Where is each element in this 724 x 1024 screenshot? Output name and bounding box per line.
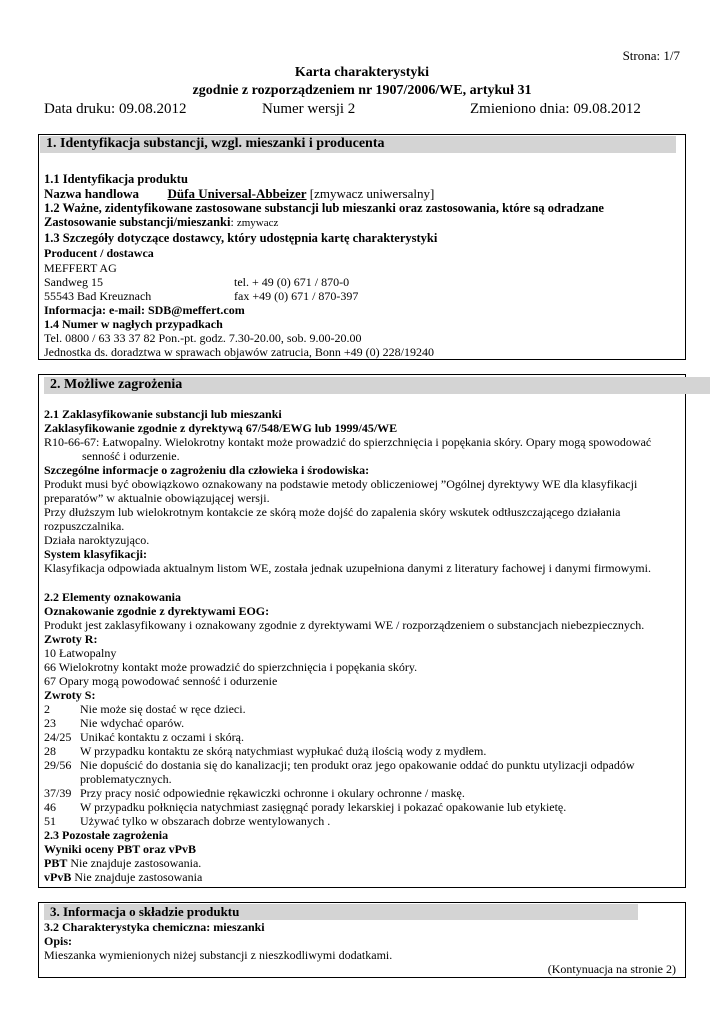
info-email: Informacja: e-mail: SDB@meffert.com bbox=[44, 303, 245, 317]
relevant-uses-label: 1.2 Ważne, zidentyfikowane zastosowane substancji lub mieszanki oraz zastosowania, które są odradzane bbox=[44, 201, 604, 215]
s-text: W przypadku połknięcia natychmiast zasięgnąć porady lekarskiej i pokazać opakowanie lub etykietę. bbox=[80, 800, 567, 814]
s-code: 23 bbox=[44, 716, 56, 730]
s-text: Nie dopuścić do dostania się do kanalizacji; ten produkt oraz jego opakowanie oddać do punktu utylizacji odpadów bbox=[80, 758, 635, 772]
s-text: Nie może się dostać w ręce dzieci. bbox=[80, 702, 246, 716]
eog-label: Oznakowanie zgodnie z dyrektywami EOG: bbox=[44, 604, 270, 618]
pbt-assessment-label: Wyniki oceny PBT oraz vPvB bbox=[44, 842, 197, 856]
s-phrase bbox=[44, 772, 172, 786]
special-info-1: Produkt musi być obowiązkowo oznakowany na podstawie metody obliczeniowej ”Ogólnej dyrektywy WE dla klasyfikacji bbox=[44, 477, 638, 491]
product-identification-label: 1.1 Identyfikacja produktu bbox=[44, 172, 188, 186]
version-number: Numer wersji 2 bbox=[262, 101, 356, 117]
pbt-line bbox=[44, 856, 201, 870]
s-text: Nie wdychać oparów. bbox=[80, 716, 185, 730]
special-info-3: Przy dłuższym lub wielokrotnym kontakcie ze skórą może dojść do zapalenia skóry wskutek odtłuszczającego działania bbox=[44, 505, 621, 519]
other-hazards-label: 2.3 Pozostałe zagrożenia bbox=[44, 828, 169, 842]
use-label: Zastosowanie substancji/mieszanki bbox=[44, 215, 231, 229]
s-phrase bbox=[44, 800, 566, 814]
pbt-text: Nie znajduje zastosowania. bbox=[70, 856, 202, 870]
eog-text: Produkt jest zaklasyfikowany i oznakowany zgodnie z dyrektywami WE / rozporządzeniem o substancjach niebezpiecznych. bbox=[44, 618, 645, 632]
company-tel: tel. + 49 (0) 671 / 870-0 bbox=[234, 275, 350, 289]
company-city: 55543 Bad Kreuznach bbox=[44, 289, 152, 303]
s-phrase bbox=[44, 730, 244, 744]
vpvb-line bbox=[44, 870, 202, 884]
s-phrase bbox=[44, 716, 184, 730]
page-number: Strona: 1/7 bbox=[622, 48, 680, 63]
vpvb-label: vPvB bbox=[44, 870, 72, 884]
s-phrase bbox=[44, 702, 246, 716]
section-1-heading: 1. Identyfikacja substancji, wzgl. mieszanki i producenta bbox=[40, 136, 676, 153]
r-phrase: 10 Łatwopalny bbox=[44, 646, 117, 660]
company-fax: fax +49 (0) 671 / 870-397 bbox=[234, 289, 359, 303]
section-3-heading: 3. Informacja o składzie produktu bbox=[44, 904, 638, 920]
changed-date: Zmieniono dnia: 09.08.2012 bbox=[470, 101, 641, 117]
s-phrase bbox=[44, 758, 635, 772]
use-value: zmywacz bbox=[236, 217, 279, 229]
s-code: 37/39 bbox=[44, 786, 72, 800]
chemical-characterization: 3.2 Charakterystyka chemiczna: mieszanki bbox=[44, 920, 265, 934]
s-text: Przy pracy nosić odpowiednie rękawiczki ochronne i okulary ochronne / maskę. bbox=[80, 786, 465, 800]
r-phrases-line-1: R10-66-67: Łatwopalny. Wielokrotny kontakt może prowadzić do spierzchnięcia i popękania skóry. Opary mogą spowodować bbox=[44, 435, 652, 449]
emergency-label: 1.4 Numer w nagłych przypadkach bbox=[44, 317, 223, 331]
s-phrase bbox=[44, 744, 486, 758]
s-code: 28 bbox=[44, 744, 56, 758]
description-label: Opis: bbox=[44, 934, 73, 948]
document-title: Karta charakterystyki bbox=[294, 65, 430, 80]
s-label: Zwroty S: bbox=[44, 688, 96, 702]
special-info-2: preparatów” w aktualnie obowiązującej wersji. bbox=[44, 491, 270, 505]
trade-name-line bbox=[44, 186, 434, 201]
supplier-details-label: 1.3 Szczegóły dotyczące dostawcy, który udostępnia kartę charakterystyki bbox=[44, 231, 438, 245]
document-subtitle: zgodnie z rozporządzeniem nr 1907/2006/WE, artykuł 31 bbox=[192, 83, 532, 98]
classification-directive: Zaklasyfikowanie zgodnie z dyrektywą 67/548/EWG lub 1999/45/WE bbox=[44, 421, 398, 435]
s-code: 2 bbox=[44, 702, 50, 716]
system-text: Klasyfikacja odpowiada aktualnym listom WE, została jednak uzupełniona danymi z literatury fachowej i danymi firmowymi. bbox=[44, 561, 651, 575]
special-info-label: Szczególne informacje o zagrożeniu dla człowieka i środowiska: bbox=[44, 463, 370, 477]
advisory-line: Jednostka ds. doradztwa w sprawach objawów zatrucia, Bonn +49 (0) 228/19240 bbox=[44, 345, 435, 359]
vpvb-text: Nie znajduje zastosowania bbox=[74, 870, 203, 884]
r-phrases-line-2: senność i odurzenie. bbox=[82, 449, 180, 463]
r-phrase: 67 Opary mogą powodować senność i odurzenie bbox=[44, 674, 278, 688]
s-text: W przypadku kontaktu ze skórą natychmiast wypłukać dużą ilością wody z mydłem. bbox=[80, 744, 487, 758]
s-code: 46 bbox=[44, 800, 56, 814]
continuation-note: (Kontynuacja na stronie 2) bbox=[547, 962, 676, 976]
s-text: Używać tylko w obszarach dobrze wentylowanych . bbox=[80, 814, 331, 828]
print-date: Data druku: 09.08.2012 bbox=[44, 101, 187, 117]
classification-label: 2.1 Zaklasyfikowanie substancji lub mieszanki bbox=[44, 407, 282, 421]
s-code: 51 bbox=[44, 814, 56, 828]
emergency-tel: Tel. 0800 / 63 33 37 82 Pon.-pt. godz. 7.30-20.00, sob. 9.00-20.00 bbox=[44, 331, 362, 345]
use-colon: : bbox=[230, 215, 234, 229]
s-code: 24/25 bbox=[44, 730, 72, 744]
company-name: MEFFERT AG bbox=[44, 261, 117, 275]
company-street: Sandweg 15 bbox=[44, 275, 103, 289]
s-phrase bbox=[44, 786, 465, 800]
description-text: Mieszanka wymienionych niżej substancji z nieszkodliwymi dodatkami. bbox=[44, 948, 393, 962]
label-elements-label: 2.2 Elementy oznakowania bbox=[44, 590, 182, 604]
trade-name: Düfa Universal-Abbeizer bbox=[167, 186, 307, 201]
pbt-label: PBT bbox=[44, 856, 68, 870]
system-label: System klasyfikacji: bbox=[44, 547, 147, 561]
producer-label: Producent / dostawca bbox=[44, 246, 154, 260]
special-info-5: Działa naroktyzująco. bbox=[44, 533, 150, 547]
r-phrase: 66 Wielokrotny kontakt może prowadzić do spierzchnięcia i popękania skóry. bbox=[44, 660, 418, 674]
section-2-heading: 2. Możliwe zagrożenia bbox=[44, 377, 710, 394]
s-code: 29/56 bbox=[44, 758, 72, 772]
r-label: Zwroty R: bbox=[44, 632, 98, 646]
special-info-4: rozpuszczalnika. bbox=[44, 519, 125, 533]
s-phrase bbox=[44, 814, 330, 828]
trade-name-label: Nazwa handlowa bbox=[44, 186, 139, 201]
s-text: Unikać kontaktu z oczami i skórą. bbox=[80, 730, 244, 744]
use-line bbox=[44, 215, 278, 230]
s-text: problematycznych. bbox=[80, 772, 172, 786]
trade-description: [zmywacz uniwersalny] bbox=[309, 186, 435, 201]
